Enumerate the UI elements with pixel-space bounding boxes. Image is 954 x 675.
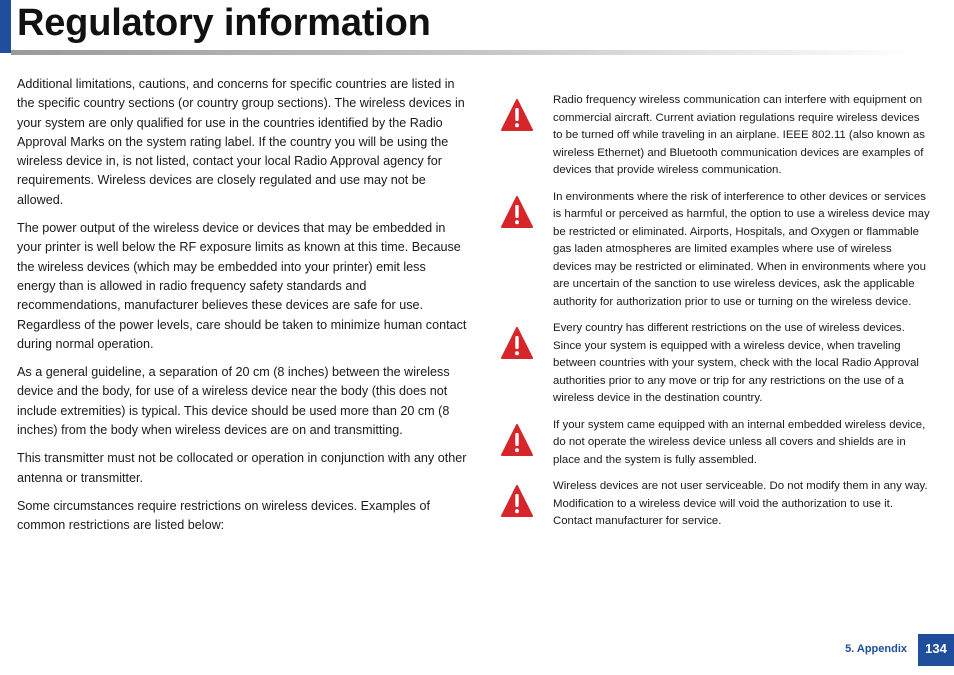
page-number: 134 (918, 634, 954, 666)
warning-note (500, 320, 932, 408)
paragraph-2: The power output of the wireless device or devices that may be embedded in your printer is well below the RF exposure limits as known at this time. Because the wireless devices (which may be embedded into your printer) emit less energy than is allowed in radio frequency safety standards and recommendations, manufacturer believes these devices are safe for use. Regardless of the power levels, care should be taken to minimize human contact during normal operation. (17, 221, 467, 351)
paragraph-4: This transmitter must not be collocated or operation in conjunction with any other antenna or transmitter. (17, 451, 467, 485)
title-underline (11, 50, 916, 55)
paragraph-5: Some circumstances require restrictions on wireless devices. Examples of common restrictions are listed below: (17, 498, 430, 533)
warning-icon (500, 98, 534, 132)
page-title: Regulatory information (17, 2, 431, 44)
warning-text: If your system came equipped with an internal embedded wireless device, do not operate the wireless device unless all covers and shields are in place and the system is fully assembled. (553, 418, 926, 466)
warnings-column (500, 92, 932, 540)
warning-note (500, 478, 932, 531)
title-accent-bar (0, 0, 11, 53)
paragraph-3: As a general guideline, a separation of 20 cm (8 inches) between the wireless device and the body, for use of a wireless device near the body (this does not include extremities) is typical. This device should be used more than 20 cm (8 inches) from the body when wireless devices are on and transmitting. (17, 365, 450, 438)
warning-text: Radio frequency wireless communication can interfere with equipment on commercial aircraft. Current aviation regulations require wireless devices to be turned off while traveling in an airplane. IEEE 802.11 (also known as wireless Ethernet) and Bluetooth communication devices are examples of devices that provide wireless communication. (553, 94, 925, 176)
warning-icon (500, 423, 534, 457)
footer-section-label: 5. Appendix (845, 643, 907, 655)
warning-note (500, 417, 932, 470)
warning-note (500, 92, 932, 180)
warning-text: Every country has different restrictions on the use of wireless devices. Since your system is equipped with a wireless device, when traveling between countries with your system, check with the local Radio Approval authorities prior to any move or trip for any restrictions on the use of a wireless device in the destination country. (553, 322, 919, 404)
paragraph-1: Additional limitations, cautions, and concerns for specific countries are listed in the specific country sections (or country group sections). The wireless devices in your system are only qualified for use in the countries identified by the Radio Approval Marks on the system rating label. If the country you will be using the wireless device in, is not listed, contact your local Radio Approval agency for requirements. Wireless devices are closely regulated and use may not be allowed. (17, 77, 465, 207)
warning-text: Wireless devices are not user serviceable. Do not modify them in any way. Modification to a wireless device will void the authorization to use it. Contact manufacturer for service. (553, 480, 928, 527)
warning-note (500, 189, 932, 312)
warning-icon (500, 326, 534, 360)
warning-icon (500, 484, 534, 518)
left-column (17, 75, 467, 545)
warning-text: In environments where the risk of interference to other devices or services is harmful or perceived as harmful, the option to use a wireless device may be restricted or eliminated. Airports, Hospitals, and Oxygen or flammable gas laden atmospheres are limited examples where use of wireless devices may be restricted or eliminated. When in environments where you are uncertain of the sanction to use wireless devices, ask the applicable authority for authorization prior to use or turning on the wireless device. (553, 190, 930, 308)
warning-icon (500, 195, 534, 229)
